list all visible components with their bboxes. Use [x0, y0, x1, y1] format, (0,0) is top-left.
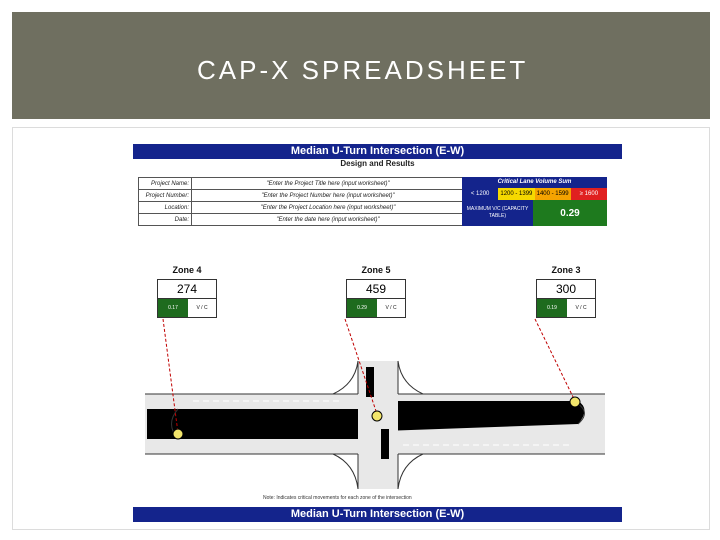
zone3-leader: [535, 319, 575, 401]
zone4-marker: [173, 429, 183, 439]
spreadsheet-image: [133, 139, 622, 526]
zone-4-card: [157, 265, 217, 318]
range-mid-high: 1400 - 1599: [535, 188, 571, 200]
sheet-banner-top: Median U-Turn Intersection (E-W): [133, 144, 622, 159]
zone-4-title: Zone 4: [172, 265, 202, 275]
project-number-value[interactable]: "Enter the Project Number here (input worksheet)": [192, 190, 465, 202]
slide-title: CAP-X SPREADSHEET: [197, 55, 529, 85]
overall-vc-label: MAXIMUM V/C (CAPACITY TABLE): [462, 200, 533, 226]
zone3-marker: [570, 397, 580, 407]
zone-5-volume: 459: [346, 279, 406, 299]
location-label: Location:: [139, 202, 192, 214]
zone-3-card: [536, 265, 596, 318]
project-number-label: Project Number:: [139, 190, 192, 202]
location-value[interactable]: "Enter the Project Location here (input worksheet)": [192, 202, 465, 214]
range-mid-low: 1200 - 1399: [498, 188, 534, 200]
sheet-subtitle: Design and Results: [340, 159, 415, 168]
zone-5-vc: [346, 299, 406, 318]
zone-5-vc-unit: V / C: [377, 299, 405, 317]
zone-5-vc-value: 0.29: [347, 299, 377, 317]
project-name-value[interactable]: "Enter the Project Title here (input worksheet)": [192, 178, 465, 190]
zone-3-title: Zone 3: [551, 265, 581, 275]
zone-3-volume: 300: [536, 279, 596, 299]
intersection-diagram: [133, 139, 622, 526]
zone-3-vc-value: 0.19: [537, 299, 567, 317]
zone-4-volume: 274: [157, 279, 217, 299]
zone-3-vc-unit: V / C: [567, 299, 595, 317]
zone-5-title: Zone 5: [361, 265, 391, 275]
diagram-footnote: Note: Indicates critical movements for each zone of the intersection: [263, 495, 412, 501]
sheet-banner-bottom: Median U-Turn Intersection (E-W): [133, 507, 622, 522]
project-name-label: Project Name:: [139, 178, 192, 190]
north-south-road: [358, 361, 398, 489]
zone-4-vc: [157, 299, 217, 318]
zone-3-vc: [536, 299, 596, 318]
date-label: Date:: [139, 214, 192, 226]
zone-4-vc-unit: V / C: [188, 299, 216, 317]
range-high: ≥ 1600: [571, 188, 607, 200]
range-low: < 1200: [462, 188, 498, 200]
critical-lane-title: Critical Lane Volume Sum: [462, 177, 607, 188]
zone-5-card: [346, 265, 406, 318]
zone5-marker: [372, 411, 382, 421]
date-value[interactable]: "Enter the date here (input worksheet)": [192, 214, 465, 226]
zone-4-vc-value: 0.17: [158, 299, 188, 317]
overall-vc-value: 0.29: [533, 200, 607, 226]
